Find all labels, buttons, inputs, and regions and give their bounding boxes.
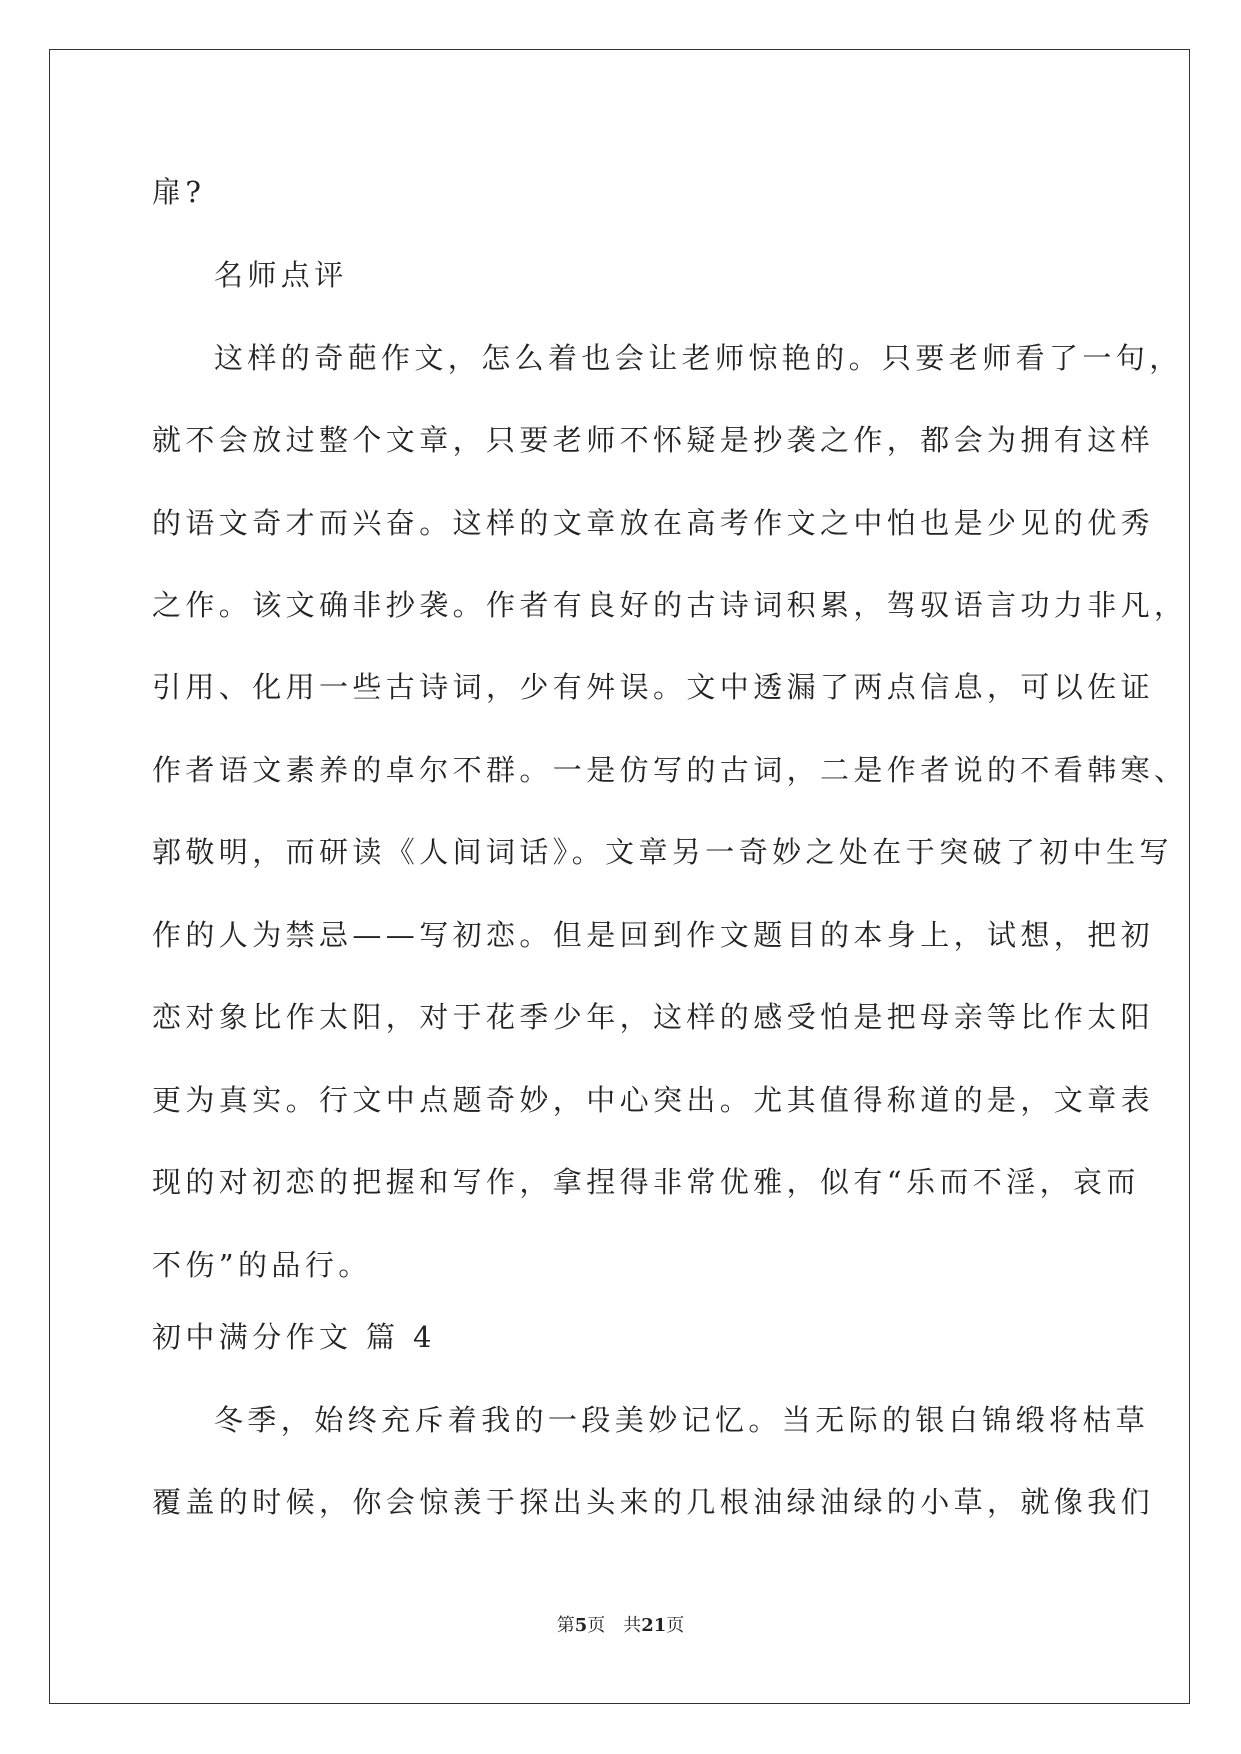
section-heading: 名师点评 [214, 258, 348, 292]
page-footer [0, 1614, 1241, 1638]
text-line: 扉? [152, 175, 206, 209]
paragraph-line: 的语文奇才而兴奋。这样的文章放在高考作文之中怕也是少见的优秀 [152, 506, 1155, 540]
paragraph-line: 恋对象比作太阳，对于花季少年，这样的感受怕是把母亲等比作太阳 [152, 1000, 1155, 1034]
paragraph-line: 覆盖的时候，你会惊羡于探出头来的几根油绿油绿的小草，就像我们 [152, 1485, 1155, 1519]
paragraph-line: 之作。该文确非抄袭。作者有良好的古诗词积累，驾驭语言功力非凡， [152, 588, 1188, 622]
footer-suffix: 页 [666, 1615, 685, 1636]
current-page-number: 5 [574, 1615, 588, 1636]
paragraph-line: 不伤”的品行。 [152, 1248, 372, 1282]
paragraph-line: 作的人为禁忌——写初恋。但是回到作文题目的本身上，试想，把初 [152, 918, 1155, 952]
paragraph-line: 现的对初恋的把握和写作，拿捏得非常优雅，似有“乐而不淫，哀而 [152, 1165, 1140, 1199]
paragraph-line: 作者语文素养的卓尔不群。一是仿写的古词，二是作者说的不看韩寒、 [152, 753, 1188, 787]
footer-prefix: 第 [556, 1615, 575, 1636]
paragraph-line: 这样的奇葩作文，怎么着也会让老师惊艳的。只要老师看了一句， [214, 341, 1183, 375]
paragraph-line: 引用、化用一些古诗词，少有舛误。文中透漏了两点信息，可以佐证 [152, 670, 1155, 704]
paragraph-line: 就不会放过整个文章，只要老师不怀疑是抄袭之作，都会为拥有这样 [152, 423, 1155, 457]
paragraph-line: 郭敬明，而研读《人间词话》。文章另一奇妙之处在于突破了初中生写 [152, 835, 1173, 869]
total-page-number: 21 [641, 1615, 667, 1636]
paragraph-line: 更为真实。行文中点题奇妙，中心突出。尤其值得称道的是，文章表 [152, 1083, 1155, 1117]
page-border [49, 49, 1190, 1704]
footer-middle: 页 共 [587, 1615, 642, 1636]
article-title: 初中满分作文 篇 4 [152, 1320, 436, 1354]
paragraph-line: 冬季，始终充斥着我的一段美妙记忆。当无际的银白锦缎将枯草 [214, 1403, 1150, 1437]
